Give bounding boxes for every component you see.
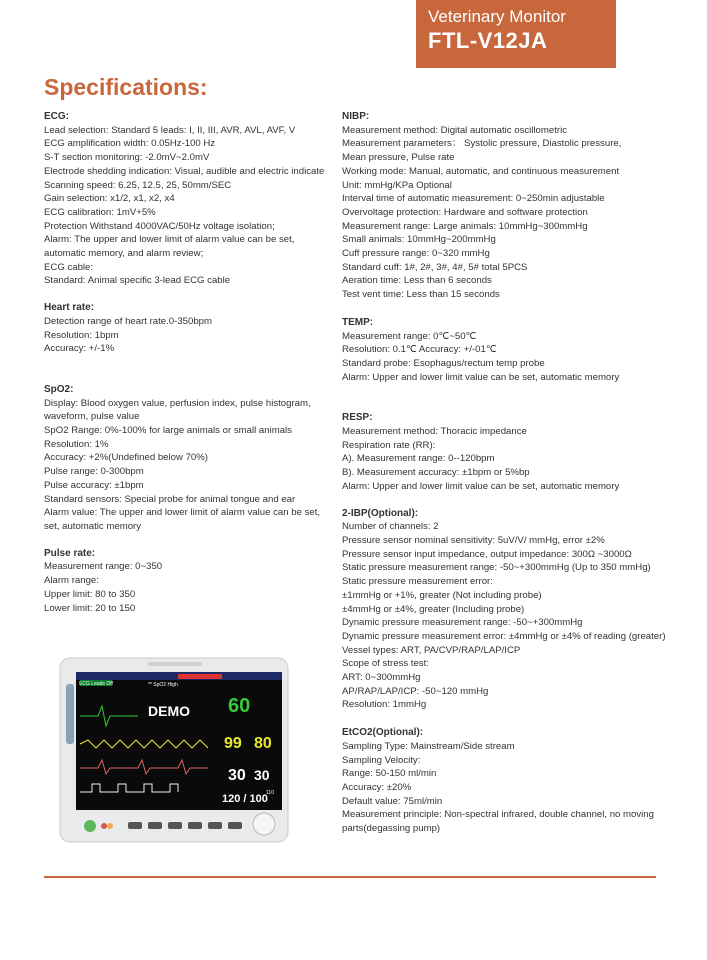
spec-line: Interval time of automatic measurement: 0~250min adjustable bbox=[342, 193, 605, 205]
spec-line: ±4mmHg or ±4%, greater (Including probe) bbox=[342, 603, 525, 615]
section-gap bbox=[44, 288, 334, 301]
spec-line: Accuracy: +2%(Undefined below 70%) bbox=[44, 452, 208, 464]
section-gap bbox=[342, 494, 672, 507]
spec-line: parts(degassing pump) bbox=[342, 823, 441, 835]
section-heading: Heart rate: bbox=[44, 302, 95, 314]
spec-line: Mean pressure, Pulse rate bbox=[342, 152, 455, 164]
spec-line: SpO2 Range: 0%-100% for large animals or small animals bbox=[44, 425, 292, 437]
spec-line: Dynamic pressure measurement range: -50~+300mmHg bbox=[342, 617, 583, 629]
footer-divider bbox=[44, 876, 656, 878]
monitor-resp2-value: 30 bbox=[254, 767, 270, 783]
spec-line: Measurement method: Thoracic impedance bbox=[342, 426, 527, 438]
monitor-nibp-sub: 110 bbox=[266, 790, 274, 796]
spec-line: AP/RAP/LAP/ICP: -50~120 mmHg bbox=[342, 685, 489, 697]
monitor-pr-value: 80 bbox=[254, 735, 272, 752]
spec-line: Static pressure measurement range: -50~+300mmHg (Up to 350 mmHg) bbox=[342, 562, 651, 574]
monitor-resp-value: 30 bbox=[228, 767, 246, 784]
spec-line: Sampling Type: Mainstream/Side stream bbox=[342, 740, 515, 752]
spec-line: Small animals: 10mmHg~200mmHg bbox=[342, 234, 496, 246]
spec-line: Pressure sensor input impedance, output impedance: 300Ω ~3000Ω bbox=[342, 548, 632, 560]
section-heading: ECG: bbox=[44, 111, 69, 122]
spec-line: Default value: 75ml/min bbox=[342, 795, 443, 807]
spec-line: Alarm value: The upper and lower limit of alarm value can be set, bbox=[44, 507, 321, 519]
section-gap bbox=[342, 302, 672, 316]
spec-line: Sampling Velocity: bbox=[342, 754, 421, 766]
spec-line: S-T section monitoring: -2.0mV~2.0mV bbox=[44, 152, 210, 164]
spec-line: ART: 0~300mmHg bbox=[342, 672, 421, 684]
spec-line: Upper limit: 80 to 350 bbox=[44, 588, 136, 600]
spec-line: Lower limit: 20 to 150 bbox=[44, 602, 136, 614]
spec-line: Resolution: 1bpm bbox=[44, 329, 119, 341]
section-heading: SpO2: bbox=[44, 383, 74, 395]
section-heading: RESP: bbox=[342, 412, 373, 424]
spec-line: Measurement range: Large animals: 10mmHg~300mmHg bbox=[342, 220, 588, 232]
spec-line: Range: 50-150 ml/min bbox=[342, 768, 437, 780]
spec-line: Measurement range: 0℃~50℃ bbox=[342, 330, 477, 342]
spec-line: Protection Withstand 4000VAC/50Hz voltage isolation; bbox=[44, 220, 275, 232]
spec-line: ECG calibration: 1mV+5% bbox=[44, 206, 156, 218]
spec-line: Alarm: The upper and lower limit of alarm value can be set, bbox=[44, 234, 295, 246]
section-gap bbox=[44, 356, 334, 383]
spec-line: Resolution: 1mmHg bbox=[342, 699, 427, 711]
monitor-demo-label: DEMO bbox=[148, 703, 190, 719]
spec-line: A). Measurement range: 0--120bpm bbox=[342, 453, 495, 465]
spec-line: Respiration rate (RR): bbox=[342, 439, 436, 451]
spec-line: Alarm range: bbox=[44, 575, 99, 587]
spec-line: Unit: mmHg/KPa Optional bbox=[342, 179, 452, 191]
spec-line: Accuracy: +/-1% bbox=[44, 343, 115, 355]
section-gap bbox=[342, 384, 672, 411]
spec-line: Standard probe: Esophagus/rectum temp probe bbox=[342, 357, 545, 369]
section-heading: Pulse rate: bbox=[44, 547, 96, 559]
monitor-device-image bbox=[58, 656, 290, 844]
spec-line: Measurement parameters： Systolic pressure, Diastolic pressure, bbox=[342, 138, 622, 150]
spec-line: Standard cuff: 1#, 2#, 3#, 4#, 5# total 5PCS bbox=[342, 261, 528, 273]
spec-line: Dynamic pressure measurement error: ±4mmHg or ±4% of reading (greater) bbox=[342, 630, 666, 642]
spec-line: Overvoltage protection: Hardware and software protection bbox=[342, 206, 588, 218]
section-heading: NIBP: bbox=[342, 111, 370, 122]
spec-line: Measurement range: 0~350 bbox=[44, 561, 163, 573]
page-title: Specifications: bbox=[44, 74, 208, 100]
monitor-spo2-value: 99 bbox=[224, 735, 242, 752]
spec-line: Gain selection: x1/2, x1, x2, x4 bbox=[44, 193, 175, 205]
section-heading: 2-IBP(Optional): bbox=[342, 507, 419, 519]
spec-line: B). Measurement accuracy: ±1bpm or 5%bp bbox=[342, 467, 530, 479]
spec-line: Pressure sensor nominal sensitivity: 5uV/V/ mmHg, error ±2% bbox=[342, 534, 605, 546]
spec-line: Scope of stress test: bbox=[342, 658, 429, 670]
spec-line: Working mode: Manual, automatic, and continuous measurement bbox=[342, 165, 620, 177]
spec-line: Resolution: 1% bbox=[44, 438, 109, 450]
right-spec-column bbox=[342, 110, 672, 836]
left-spec-column bbox=[44, 110, 334, 615]
spec-line: Test vent time: Less than 15 seconds bbox=[342, 289, 500, 301]
spec-line: ±1mmHg or +1%, greater (Not including probe) bbox=[342, 589, 542, 601]
section-heading: EtCO2(Optional): bbox=[342, 727, 424, 739]
spec-line: Alarm: Upper and lower limit value can be set, automatic memory bbox=[342, 480, 620, 492]
monitor-ecg-label: ECG Leads Off bbox=[79, 681, 113, 687]
spec-line: ECG cable: bbox=[44, 261, 94, 273]
spec-line: set, automatic memory bbox=[44, 520, 142, 532]
monitor-alarm-text: ** SpO2 High bbox=[148, 682, 178, 688]
section-heading: TEMP: bbox=[342, 316, 374, 328]
monitor-hr-value: 60 bbox=[228, 695, 251, 717]
spec-line: Measurement principle: Non-spectral infrared, double channel, no moving bbox=[342, 809, 654, 821]
spec-line: Static pressure measurement error: bbox=[342, 576, 493, 588]
spec-line: Standard sensors: Special probe for animal tongue and ear bbox=[44, 493, 296, 505]
spec-line: ECG amplification width: 0.05Hz-100 Hz bbox=[44, 138, 216, 150]
spec-line: Aeration time: Less than 6 seconds bbox=[342, 275, 492, 287]
spec-line: Vessel types: ART, PA/CVP/RAP/LAP/ICP bbox=[342, 644, 521, 656]
monitor-nibp-value: 120 / 100 bbox=[222, 793, 268, 805]
spec-line: Electrode shedding indication: Visual, audible and electric indicate bbox=[44, 165, 325, 177]
spec-line: Standard: Animal specific 3-lead ECG cable bbox=[44, 275, 231, 287]
section-gap bbox=[342, 712, 672, 726]
spec-line: Display: Blood oxygen value, perfusion index, pulse histogram, bbox=[44, 397, 311, 409]
spec-line: Pulse accuracy: ±1bpm bbox=[44, 479, 144, 491]
spec-line: Detection range of heart rate.0-350bpm bbox=[44, 315, 212, 327]
spec-line: Lead selection: Standard 5 leads: I, II, III, AVR, AVL, AVF, V bbox=[44, 124, 296, 136]
banner-title: Veterinary Monitor bbox=[428, 7, 566, 26]
spec-line: Number of channels: 2 bbox=[342, 521, 439, 533]
banner-model: FTL-V12JA bbox=[428, 28, 548, 53]
spec-line: Accuracy: ±20% bbox=[342, 781, 412, 793]
spec-line: Alarm: Upper and lower limit value can be set, automatic memory bbox=[342, 371, 620, 383]
spec-line: Resolution: 0.1℃ Accuracy: +/-01℃ bbox=[342, 344, 497, 356]
spec-line: waveform, pulse value bbox=[44, 411, 140, 423]
spec-line: automatic memory, and alarm review; bbox=[44, 248, 204, 260]
section-gap bbox=[44, 534, 334, 547]
spec-line: Cuff pressure range: 0~320 mmHg bbox=[342, 248, 490, 260]
spec-line: Measurement method: Digital automatic oscillometric bbox=[342, 124, 568, 136]
product-banner bbox=[416, 0, 616, 68]
spec-line: Scanning speed: 6.25, 12.5, 25, 50mm/SEC bbox=[44, 179, 232, 191]
spec-line: Pulse range: 0-300bpm bbox=[44, 466, 144, 478]
